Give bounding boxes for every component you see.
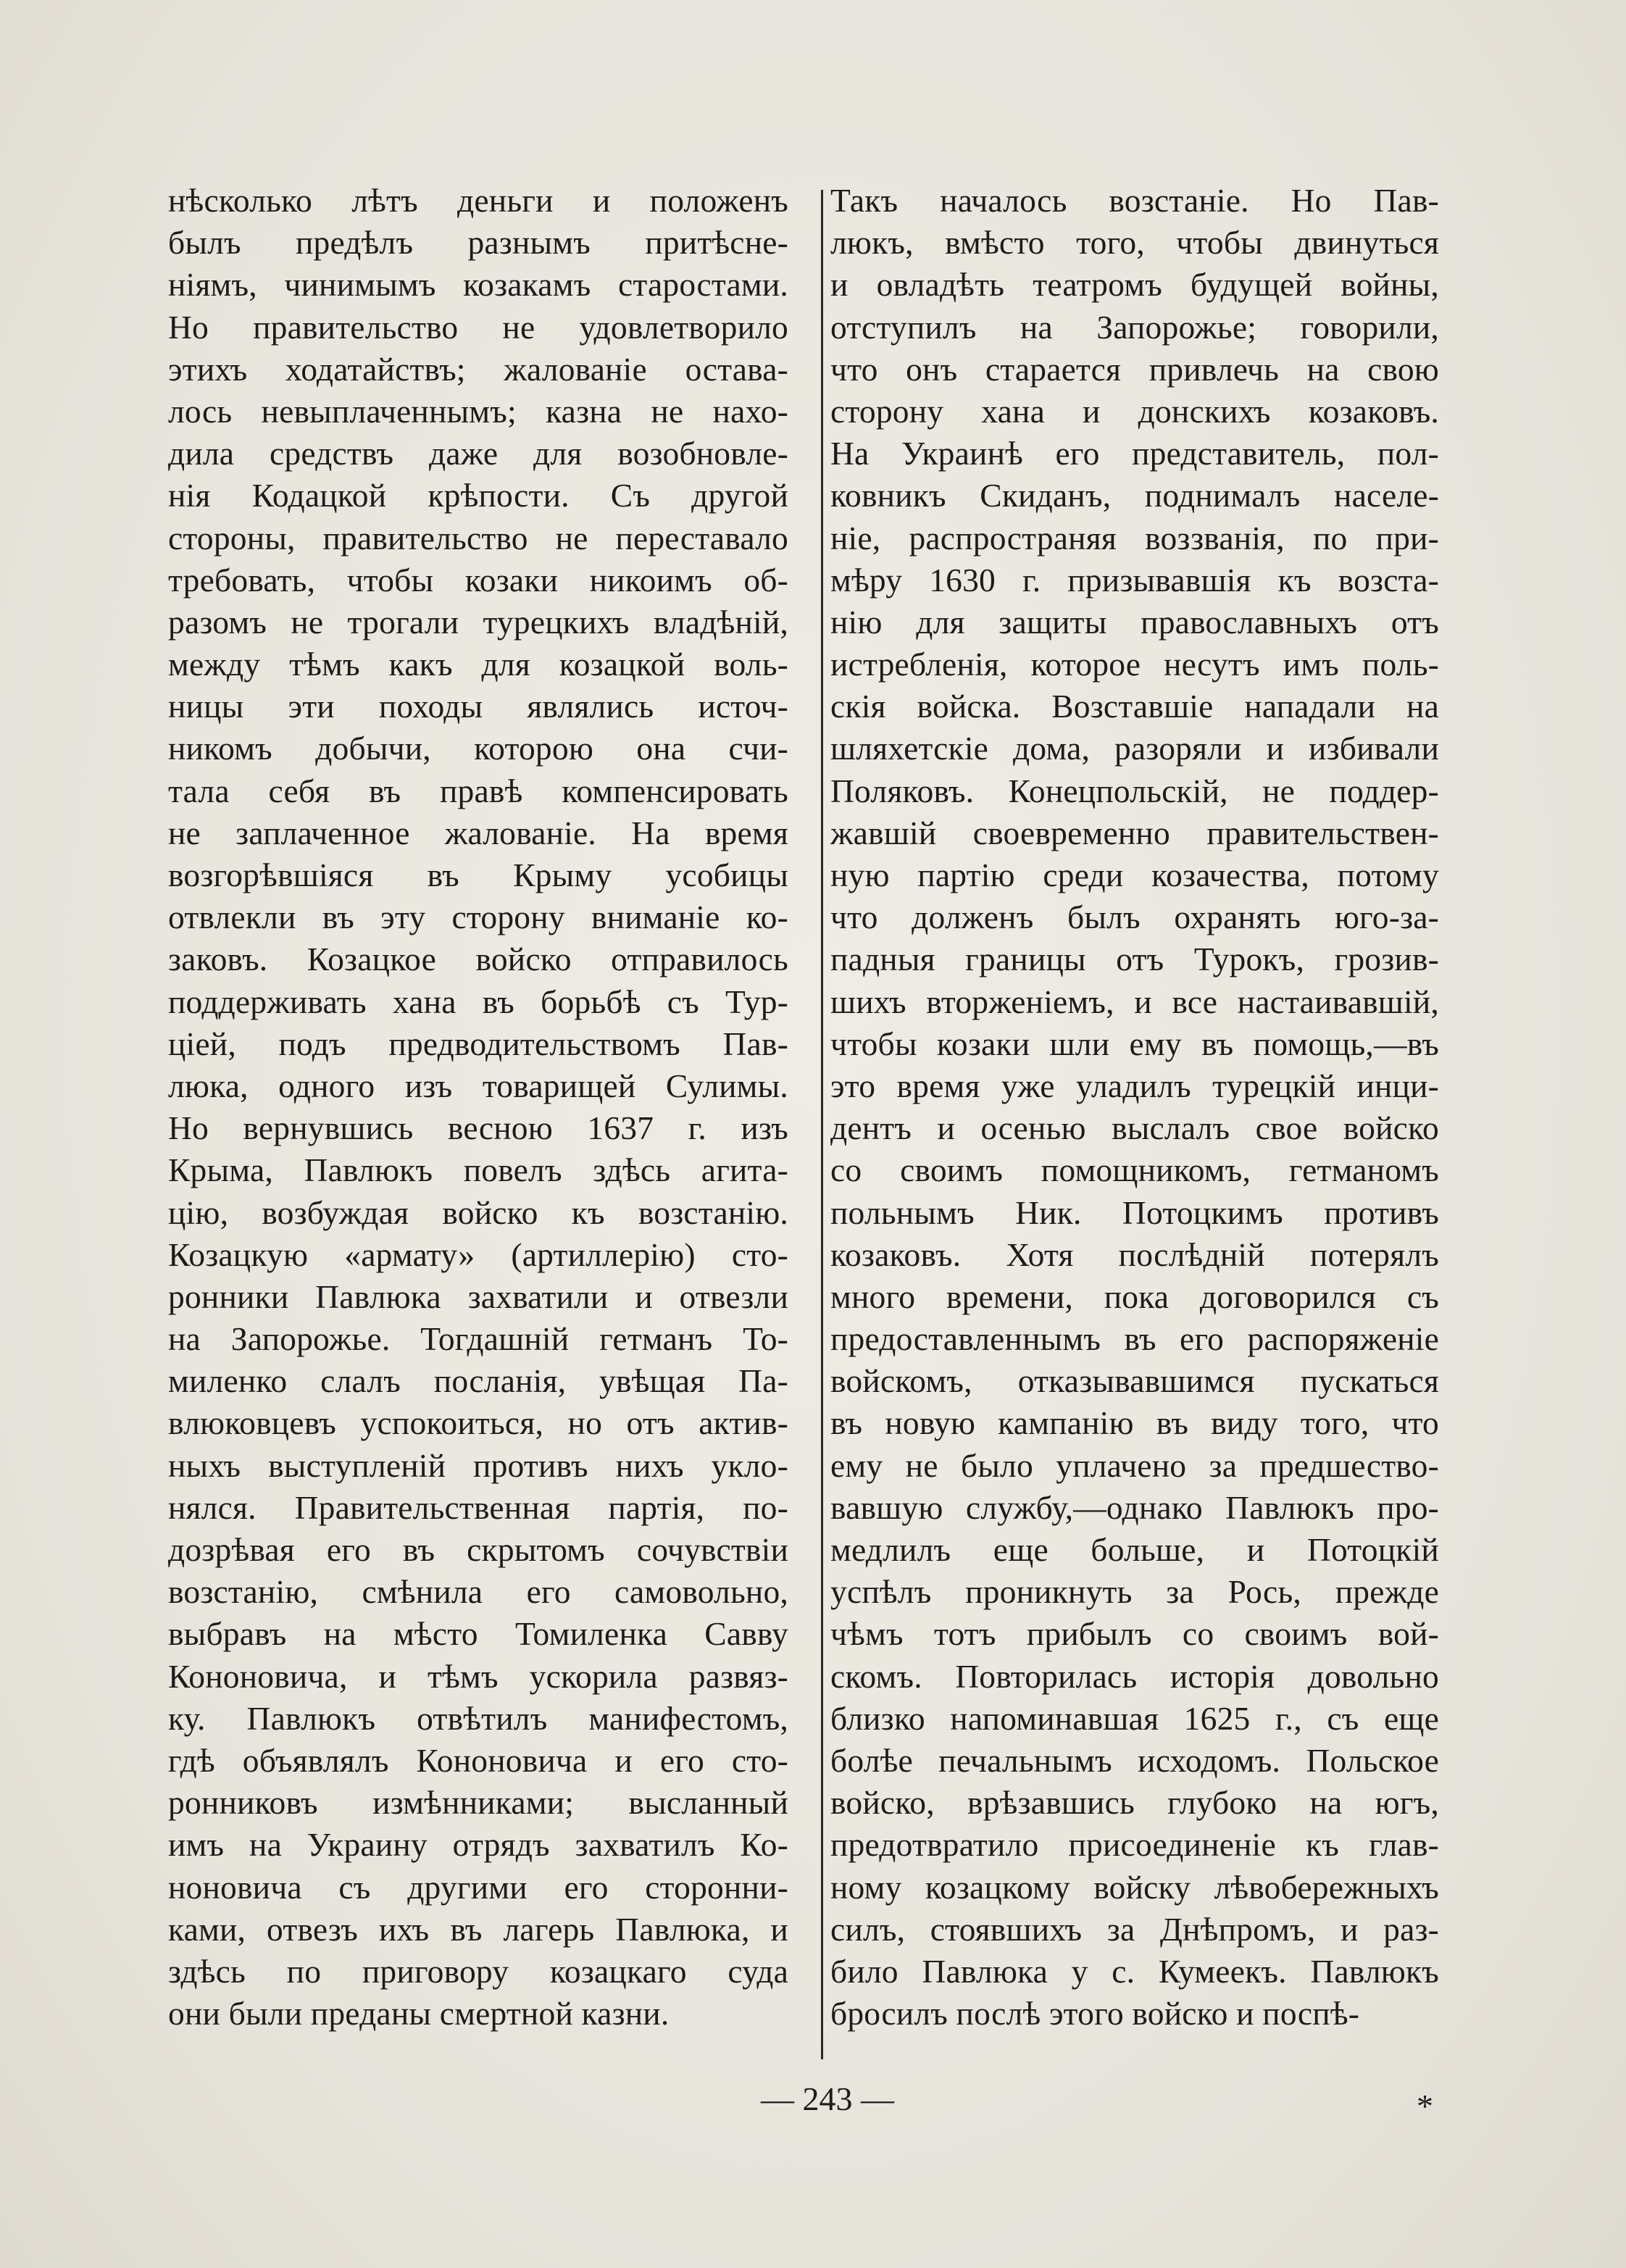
text-line: болѣе печальнымъ исходомъ. Польское	[830, 1741, 1439, 1779]
column-divider	[821, 190, 823, 2059]
text-line: войскомъ, отказывавшимся пускаться	[830, 1362, 1439, 1400]
text-line: Крыма, Павлюкъ повелъ здѣсь агита-	[168, 1151, 788, 1189]
page-number: — 243 —	[761, 2080, 894, 2117]
text-line: былъ предѣлъ разнымъ притѣсне-	[168, 224, 788, 262]
text-line: предоставленнымъ въ его распоряженіе	[830, 1320, 1439, 1358]
text-line: гдѣ объявлялъ Кононовича и его сто-	[168, 1741, 788, 1779]
text-line: шляхетскіе дома, разоряли и избивали	[830, 730, 1439, 767]
signature-mark: *	[1417, 2088, 1433, 2125]
text-line: со своимъ помощникомъ, гетманомъ	[830, 1151, 1439, 1189]
text-line: скія войска. Возставшіе нападали на	[830, 688, 1439, 725]
text-line: козаковъ. Хотя послѣдній потерялъ	[830, 1235, 1439, 1273]
text-line: лось невыплаченнымъ; казна не нахо-	[168, 392, 788, 430]
text-line: бросилъ послѣ этого войско и поспѣ-	[830, 1995, 1360, 2033]
text-line: Но правительство не удовлетворило	[168, 308, 788, 346]
text-line: силъ, стоявшихъ за Днѣпромъ, и раз-	[830, 1910, 1439, 1948]
text-line: что долженъ былъ охранять юго-за-	[830, 899, 1439, 936]
text-line: поддерживать хана въ борьбѣ съ Тур-	[168, 983, 788, 1020]
text-line: люкъ, вмѣсто того, чтобы двинуться	[830, 224, 1439, 262]
right-text-column	[830, 180, 1439, 2035]
text-line: шихъ вторженіемъ, и все настаивавшій,	[830, 983, 1439, 1020]
text-line: дозрѣвая его въ скрытомъ сочувствіи	[168, 1531, 788, 1568]
text-line: заковъ. Козацкое войско отправилось	[168, 941, 788, 978]
text-line: ную партію среди козачества, потому	[830, 856, 1439, 893]
text-line: никомъ добычи, которою она счи-	[168, 730, 788, 767]
text-line: ныхъ выступленій противъ нихъ укло-	[168, 1446, 788, 1484]
text-line: отвлекли въ эту сторону вниманіе ко-	[168, 899, 788, 936]
text-line: Но вернувшись весною 1637 г. изъ	[168, 1109, 788, 1147]
text-line: миленко слалъ посланія, увѣщая Па-	[168, 1362, 788, 1400]
text-line: войско, врѣзавшись глубоко на югъ,	[830, 1784, 1439, 1822]
text-line: нялся. Правительственная партія, по-	[168, 1488, 788, 1526]
text-line: ціей, подъ предводительствомъ Пав-	[168, 1025, 788, 1062]
text-line: близко напоминавшая 1625 г., съ еще	[830, 1699, 1439, 1737]
text-line: они были преданы смертной казни.	[168, 1995, 670, 2033]
text-line: нѣсколько лѣтъ деньги и положенъ	[168, 182, 788, 219]
text-line: скомъ. Повторилась исторія довольно	[830, 1657, 1439, 1695]
text-line: ніе, распространяя воззванія, по при-	[830, 519, 1439, 556]
text-line: Такъ началось возстаніе. Но Пав-	[830, 182, 1439, 219]
text-line: сторону хана и донскихъ козаковъ.	[830, 392, 1439, 430]
text-line: не заплаченное жалованіе. На время	[168, 814, 788, 851]
text-line: чтобы козаки шли ему въ помощь,—въ	[830, 1025, 1439, 1062]
text-line: въ новую кампанію въ виду того, что	[830, 1404, 1439, 1442]
text-line: стороны, правительство не переставало	[168, 519, 788, 556]
text-line: ніямъ, чинимымъ козакамъ старостами.	[168, 266, 788, 304]
text-line: и овладѣть театромъ будущей войны,	[830, 266, 1439, 304]
text-line: разомъ не трогали турецкихъ владѣній,	[168, 603, 788, 641]
text-line: Козацкую «армату» (артиллерію) сто-	[168, 1235, 788, 1273]
text-line: ноновича съ другими его сторонни-	[168, 1868, 788, 1906]
text-line: много времени, пока договорился съ	[830, 1277, 1439, 1315]
text-line: дила средствъ даже для возобновле-	[168, 435, 788, 472]
text-line: требовать, чтобы козаки никоимъ об-	[168, 561, 788, 599]
text-line: нію для защиты православныхъ отъ	[830, 603, 1439, 641]
text-line: нія Кодацкой крѣпости. Съ другой	[168, 477, 788, 514]
text-line: ницы эти походы являлись источ-	[168, 688, 788, 725]
text-line: между тѣмъ какъ для козацкой воль-	[168, 646, 788, 683]
text-line: успѣлъ проникнуть за Рось, прежде	[830, 1573, 1439, 1611]
text-line: медлилъ еще больше, и Потоцкій	[830, 1531, 1439, 1568]
text-line: польнымъ Ник. Потоцкимъ противъ	[830, 1193, 1439, 1231]
text-line: ками, отвезъ ихъ въ лагерь Павлюка, и	[168, 1910, 788, 1948]
text-line: ронниковъ измѣнниками; высланный	[168, 1784, 788, 1822]
text-line: Поляковъ. Конецпольскій, не поддер-	[830, 772, 1439, 809]
text-line: чѣмъ тотъ прибылъ со своимъ вой-	[830, 1615, 1439, 1653]
text-line: отступилъ на Запорожье; говорили,	[830, 308, 1439, 346]
text-line: возгорѣвшіяся въ Крыму усобицы	[168, 856, 788, 893]
text-line: цію, возбуждая войско къ возстанію.	[168, 1193, 788, 1231]
text-line: мѣру 1630 г. призывавшія къ возста-	[830, 561, 1439, 599]
text-line: жавшій своевременно правительствен-	[830, 814, 1439, 851]
text-line: предотвратило присоединеніе къ глав-	[830, 1826, 1439, 1864]
text-line: ковникъ Скиданъ, поднималъ населе-	[830, 477, 1439, 514]
text-line: вавшую службу,—однако Павлюкъ про-	[830, 1488, 1439, 1526]
text-line: падныя границы отъ Турокъ, грозив-	[830, 941, 1439, 978]
text-line: влюковцевъ успокоиться, но отъ актив-	[168, 1404, 788, 1442]
text-line: Кононовича, и тѣмъ ускорила развяз-	[168, 1657, 788, 1695]
text-line: На Украинѣ его представитель, пол-	[830, 435, 1439, 472]
text-line: возстанію, смѣнила его самовольно,	[168, 1573, 788, 1611]
text-line: истребленія, которое несутъ имъ поль-	[830, 646, 1439, 683]
text-line: имъ на Украину отрядъ захватилъ Ко-	[168, 1826, 788, 1864]
text-line: это время уже уладилъ турецкій инци-	[830, 1067, 1439, 1104]
text-line: било Павлюка у с. Кумеекъ. Павлюкъ	[830, 1952, 1439, 1990]
text-line: тала себя въ правѣ компенсировать	[168, 772, 788, 809]
text-line: этихъ ходатайствъ; жалованіе остава-	[168, 350, 788, 388]
text-line: ронники Павлюка захватили и отвезли	[168, 1277, 788, 1315]
text-line: ному козацкому войску лѣвобережныхъ	[830, 1868, 1439, 1906]
text-line: дентъ и осенью выслалъ свое войско	[830, 1109, 1439, 1147]
text-line: на Запорожье. Тогдашній гетманъ То-	[168, 1320, 788, 1358]
text-line: выбравъ на мѣсто Томиленка Савву	[168, 1615, 788, 1653]
left-text-column	[168, 180, 788, 2035]
text-line: что онъ старается привлечь на свою	[830, 350, 1439, 388]
text-line: ему не было уплачено за предшество-	[830, 1446, 1439, 1484]
text-line: люка, одного изъ товарищей Сулимы.	[168, 1067, 788, 1104]
text-line: здѣсь по приговору козацкаго суда	[168, 1952, 788, 1990]
text-line: ку. Павлюкъ отвѣтилъ манифестомъ,	[168, 1699, 788, 1737]
